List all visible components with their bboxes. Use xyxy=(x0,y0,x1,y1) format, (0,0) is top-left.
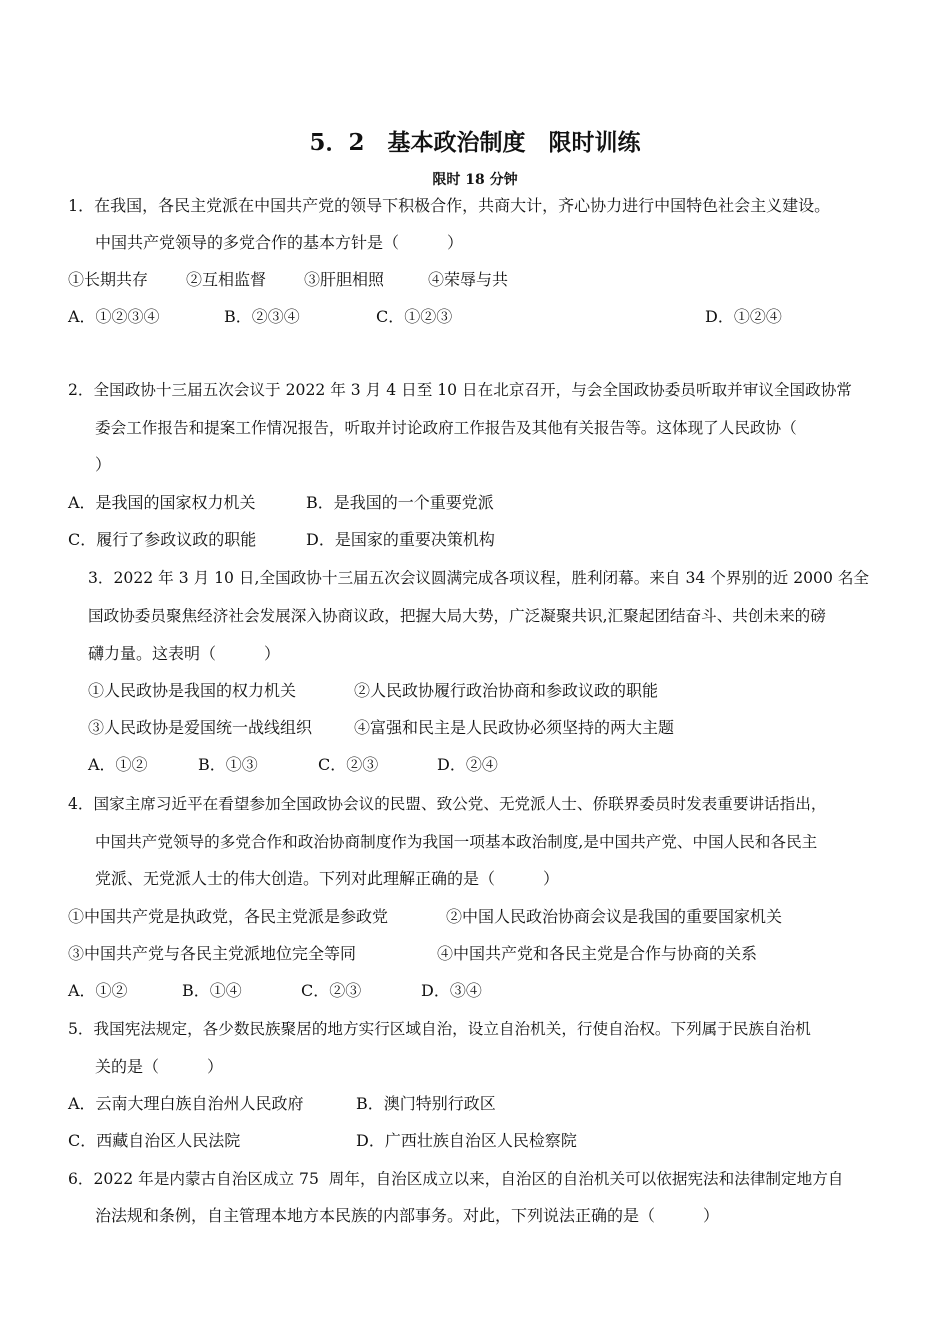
answer-option-c: C．②③ xyxy=(318,755,379,774)
answer-option-d: D．③④ xyxy=(421,981,482,1000)
answer-option-d: D．②④ xyxy=(437,755,498,774)
statement-item: ①长期共存 xyxy=(68,270,149,289)
answer-option-d: D．是国家的重要决策机构 xyxy=(306,530,495,549)
question-stem-line: 6．2022 年是内蒙古自治区成立 75 周年，自治区成立以来，自治区的自治机关可以依据宪法和法律制定地方自 xyxy=(68,1170,844,1188)
answer-option-b: B．①④ xyxy=(182,981,242,1000)
answer-option-a: A．①②③④ xyxy=(68,307,160,326)
question-stem-line: 党派、无党派人士的伟大创造。下列对此理解正确的是（ ） xyxy=(95,869,560,888)
statement-item: ③人民政协是爱国统一战线组织 xyxy=(88,718,313,737)
statement-item: ④中国共产党和各民主党是合作与协商的关系 xyxy=(437,944,758,963)
statement-item: ④荣辱与共 xyxy=(428,270,509,289)
answer-option-b: B．是我国的一个重要党派 xyxy=(306,493,494,512)
answer-option-a: A．云南大理白族自治州人民政府 xyxy=(68,1094,304,1113)
question-stem-line: 中国共产党领导的多党合作和政治协商制度作为我国一项基本政治制度,是中国共产党、中国人民和各民主 xyxy=(95,833,818,851)
answer-option-d: D．①②④ xyxy=(705,307,782,326)
question-stem-line: 中国共产党领导的多党合作的基本方针是（ ） xyxy=(95,233,464,252)
answer-option-a: A．①② xyxy=(68,981,128,1000)
question-stem-line: 关的是（ ） xyxy=(95,1057,224,1076)
question-stem-line: 3．2022 年 3 月 10 日,全国政协十三届五次会议圆满完成各项议程，胜利闭幕。来自 34 个界别的近 2000 名全 xyxy=(88,569,870,587)
answer-option-b: B．①③ xyxy=(198,755,258,774)
question-stem-line: 2．全国政协十三届五次会议于 2022 年 3 月 4 日至 10 日在北京召开，与会全国政协委员听取并审议全国政协常 xyxy=(68,381,852,399)
page-title: 5．2 基本政治制度 限时训练 xyxy=(309,129,641,156)
statement-item: ②人民政协履行政治协商和参政议政的职能 xyxy=(354,681,659,700)
answer-option-a: A．是我国的国家权力机关 xyxy=(68,493,256,512)
question-stem-line: 治法规和条例，自主管理本地方本民族的内部事务。对此，下列说法正确的是（ ） xyxy=(95,1206,720,1225)
question-stem-line: 5．我国宪法规定，各少数民族聚居的地方实行区域自治，设立自治机关，行使自治权。下列属于民族自治机 xyxy=(68,1020,811,1038)
statement-item: ③肝胆相照 xyxy=(304,270,385,289)
answer-option-c: C．①②③ xyxy=(376,307,453,326)
statement-item: ③中国共产党与各民主党派地位完全等同 xyxy=(68,944,357,963)
statement-item: ②互相监督 xyxy=(186,270,267,289)
question-stem-line: 1．在我国，各民主党派在中国共产党的领导下积极合作，共商大计，齐心协力进行中国特色社会主义建设。 xyxy=(68,196,831,215)
statement-item: ④富强和民主是人民政协必须坚持的两大主题 xyxy=(354,718,675,737)
statement-item: ①中国共产党是执政党，各民主党派是参政党 xyxy=(68,907,389,926)
question-stem-line: 礴力量。这表明（ ） xyxy=(88,644,281,663)
answer-option-c: C．西藏自治区人民法院 xyxy=(68,1131,241,1150)
answer-option-c: C．履行了参政议政的职能 xyxy=(68,530,257,549)
question-stem-line: 委会工作报告和提案工作情况报告，听取并讨论政府工作报告及其他有关报告等。这体现了人民政协（ xyxy=(95,419,797,437)
answer-option-b: B．②③④ xyxy=(224,307,300,326)
time-limit-subtitle: 限时 18 分钟 xyxy=(432,172,518,188)
answer-option-a: A．①② xyxy=(88,755,148,774)
statement-item: ①人民政协是我国的权力机关 xyxy=(88,681,297,700)
question-stem-line: 国政协委员聚焦经济社会发展深入协商议政，把握大局大势，广泛凝聚共识,汇聚起团结奋斗、共创未来的磅 xyxy=(88,607,826,625)
answer-option-c: C．②③ xyxy=(301,981,362,1000)
question-stem-line: ） xyxy=(95,455,112,474)
answer-option-b: B．澳门特别行政区 xyxy=(356,1094,496,1113)
answer-option-d: D．广西壮族自治区人民检察院 xyxy=(356,1131,577,1150)
statement-item: ②中国人民政治协商会议是我国的重要国家机关 xyxy=(446,907,783,926)
question-stem-line: 4．国家主席习近平在看望参加全国政协会议的民盟、致公党、无党派人士、侨联界委员时发表重要讲话指出， xyxy=(68,795,827,813)
